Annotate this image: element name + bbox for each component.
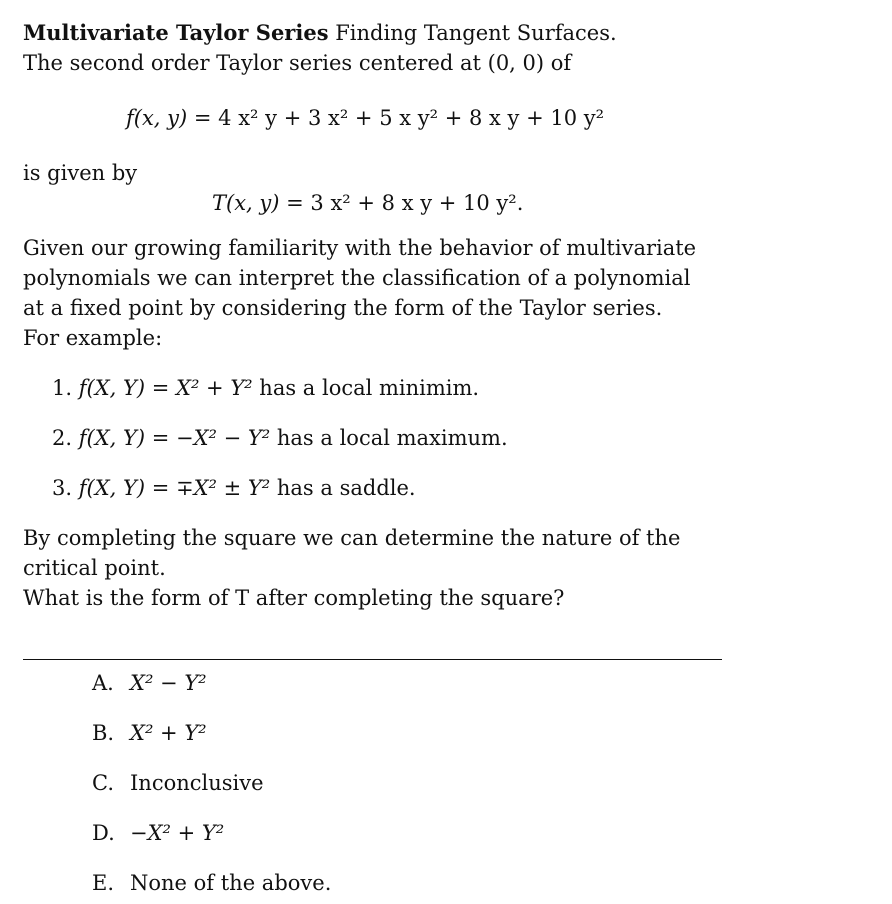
heading-title: Multivariate Taylor Series: [23, 20, 329, 45]
t-equation-lhs: T(x, y): [212, 191, 280, 215]
answer-option-a[interactable]: [92, 668, 207, 698]
f-equation: [126, 103, 604, 133]
answer-option-c[interactable]: [92, 768, 264, 798]
example-expression: f(X, Y) = X² + Y²: [78, 376, 253, 400]
option-letter: B.: [92, 721, 115, 745]
example-item: [52, 423, 508, 453]
answer-option-e[interactable]: [92, 868, 331, 898]
option-letter: D.: [92, 821, 115, 845]
heading-line: [23, 18, 617, 48]
example-number: 1.: [52, 376, 73, 400]
closing-line: By completing the square we can determine the nature of the: [23, 526, 681, 550]
intro-text: The second order Taylor series centered at (0, 0) of: [23, 51, 572, 75]
example-description: has a saddle.: [276, 476, 416, 500]
option-text: X² − Y²: [130, 671, 207, 695]
f-equation-rhs: = 4 x² y + 3 x² + 5 x y² + 8 x y + 10 y²: [193, 106, 605, 130]
option-text: Inconclusive: [130, 771, 264, 795]
option-text: None of the above.: [130, 871, 332, 895]
t-equation-rhs: = 3 x² + 8 x y + 10 y².: [286, 191, 524, 215]
answer-option-b[interactable]: [92, 718, 207, 748]
option-letter: E.: [92, 871, 115, 895]
example-description: has a local minimim.: [259, 376, 480, 400]
paragraph-line: Given our growing familiarity with the behavior of multivariate: [23, 236, 697, 260]
question-line: What is the form of T after completing the square?: [23, 586, 565, 610]
example-number: 3.: [52, 476, 73, 500]
answer-divider: [23, 659, 722, 660]
example-item: [52, 373, 479, 403]
f-equation-lhs: f(x, y): [126, 106, 188, 130]
option-text: X² + Y²: [130, 721, 207, 745]
example-expression: f(X, Y) = ∓X² ± Y²: [78, 476, 271, 500]
example-item: [52, 473, 416, 503]
paragraph-line: polynomials we can interpret the classification of a polynomial: [23, 266, 691, 290]
example-expression: f(X, Y) = −X² − Y²: [78, 426, 271, 450]
option-letter: C.: [92, 771, 114, 795]
paragraph-line: at a fixed point by considering the form of the Taylor series.: [23, 296, 663, 320]
paragraph-line: For example:: [23, 326, 163, 350]
option-text: −X² + Y²: [130, 821, 225, 845]
answer-option-d[interactable]: [92, 818, 224, 848]
option-letter: A.: [92, 671, 114, 695]
given-by-text: is given by: [23, 161, 138, 185]
example-number: 2.: [52, 426, 73, 450]
heading-subtitle: Finding Tangent Surfaces.: [335, 21, 617, 45]
closing-line: critical point.: [23, 556, 166, 580]
t-equation: [212, 188, 523, 218]
example-description: has a local maximum.: [276, 426, 508, 450]
